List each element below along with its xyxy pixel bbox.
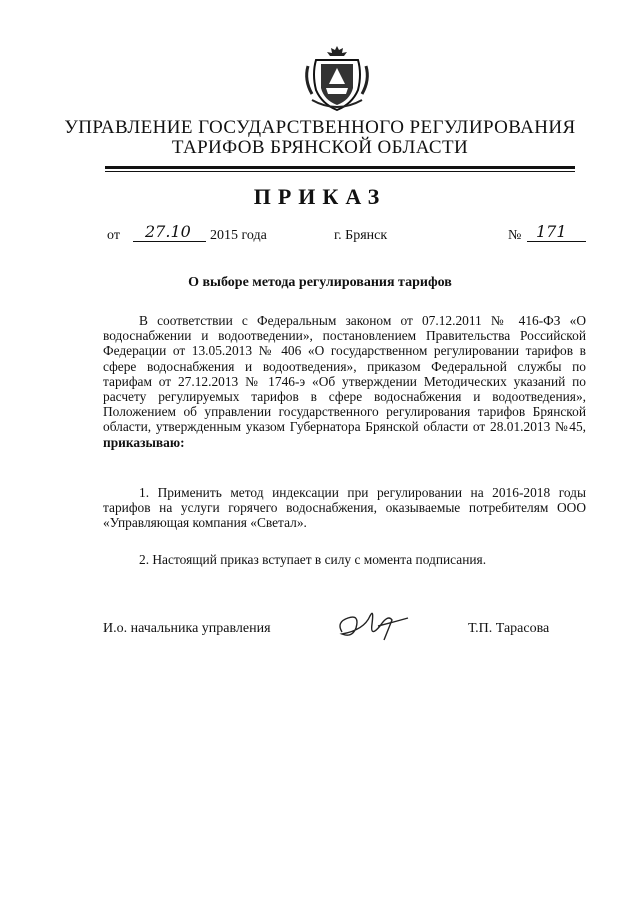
order-item-1: 1. Применить метод индексации при регулировании на 2016-2018 годы тарифов на услуги горячего водоснабжения, оказываемые потребителям ООО «Управляющая компания «Светал».: [103, 485, 586, 531]
signatory-role: И.о. начальника управления: [103, 621, 271, 636]
document-title: ПРИКАЗ: [253, 184, 387, 209]
document-year: 2015 года: [210, 228, 267, 243]
handwritten-date: 27.10: [145, 222, 191, 241]
number-label: №: [508, 228, 522, 243]
preamble-text: В соответствии с Федеральным законом от 07.12.2011 № 416-ФЗ «О водоснабжении и водоотведении», постановлением Правительства Российской Федерации от 13.05.2013 № 406 «О государственном регулировании тарифов в сфере водоснабжения и водоотведения», приказом Федеральной службы по тарифам от 27.12.2013 № 1746-э «Об утверждении Методических указаний по расчету регулируемых тарифов в сфере водоснабжения и водоотведения», Положением об управлении государственного регулирования тарифов Брянской области, утвержденным указом Губернатора Брянской области от 28.01.2013 №45,: [103, 313, 586, 435]
handwritten-number: 171: [536, 222, 567, 241]
header-rule-thin: [105, 171, 575, 172]
order-subject: О выборе метода регулирования тарифов: [188, 275, 452, 290]
order-item-2: 2. Настоящий приказ вступает в силу с момента подписания.: [139, 552, 487, 567]
header-rule-thick: [105, 166, 575, 169]
preamble-order-word: приказываю:: [103, 434, 185, 450]
date-from-label: от: [107, 228, 120, 243]
signatory-name: Т.П. Тарасова: [468, 621, 550, 636]
preamble-paragraph: [103, 313, 586, 450]
handwritten-signature: [334, 604, 414, 644]
agency-name-line1: УПРАВЛЕНИЕ ГОСУДАРСТВЕННОГО РЕГУЛИРОВАНИЯ: [64, 117, 576, 138]
document-city: г. Брянск: [334, 228, 388, 243]
agency-name-line2: ТАРИФОВ БРЯНСКОЙ ОБЛАСТИ: [171, 137, 469, 158]
coat-of-arms-emblem: [302, 44, 372, 112]
